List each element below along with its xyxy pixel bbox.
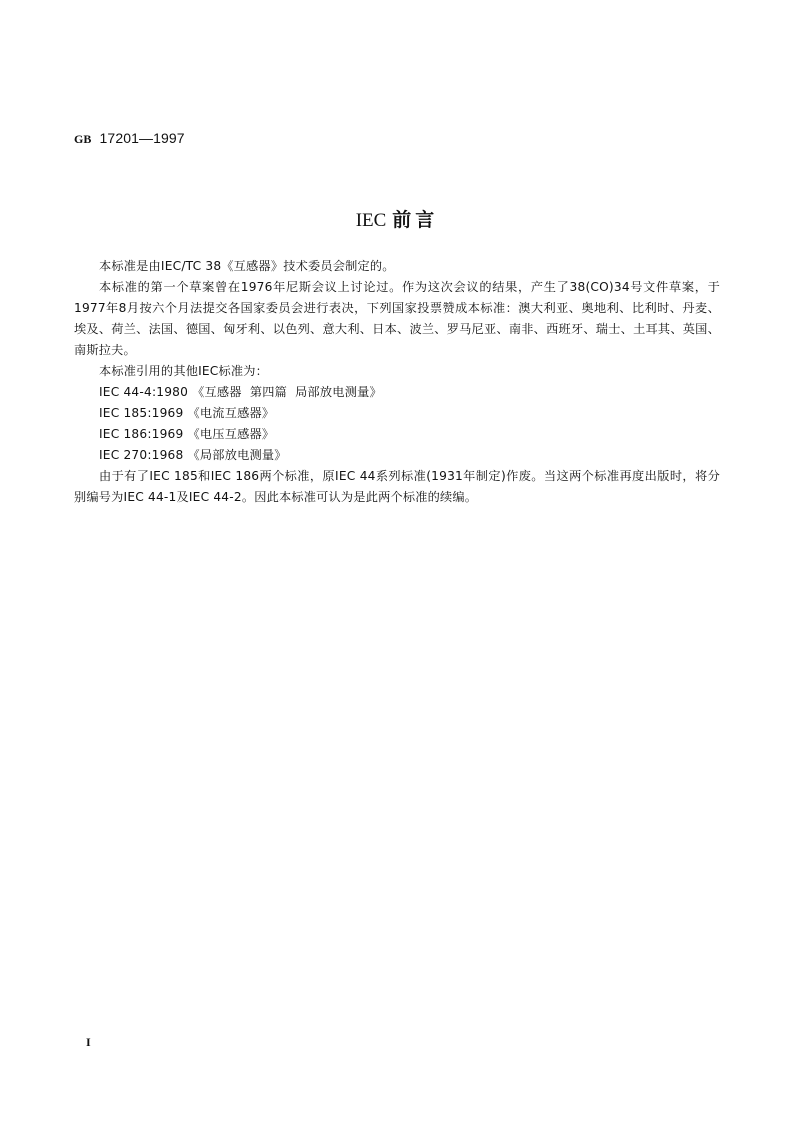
paragraph-voting: 本标准的第一个草案曾在1976年尼斯会议上讨论过。作为这次会议的结果，产生了38(CO)34号文件草案，于1977年8月按六个月法提交各国家委员会进行表决，下列国家投票赞成本标准：澳大利亚、奥地利、比利时、丹麦、埃及、荷兰、法国、德国、匈牙利、以色列、意大利、日本、波兰、罗马尼亚、南非、西班牙、瑞士、土耳其、英国、南斯拉夫。 <box>74 280 720 357</box>
paragraph-committee: 本标准是由IEC/TC 38《互感器》技术委员会制定的。 <box>99 259 395 273</box>
foreword-body <box>74 256 720 508</box>
page-number: I <box>86 1035 91 1049</box>
title-word: 前言 <box>392 209 439 231</box>
title-org: IEC <box>355 210 387 231</box>
standard-code <box>74 130 185 147</box>
reference-item: IEC 185:1969 《电流互感器》 <box>99 406 275 420</box>
standard-prefix: GB <box>74 132 92 146</box>
page-title <box>0 208 794 233</box>
reference-item: IEC 186:1969 《电压互感器》 <box>99 427 275 441</box>
reference-item: IEC 270:1968 《局部放电测量》 <box>99 448 287 462</box>
reference-item: IEC 44-4:1980 《互感器 第四篇 局部放电测量》 <box>99 385 382 399</box>
paragraph-closing: 由于有了IEC 185和IEC 186两个标准，原IEC 44系列标准(1931年制定)作废。当这两个标准再度出版时，将分别编号为IEC 44-1及IEC 44-2。因此本标准可认为是此两个标准的续编。 <box>74 469 720 504</box>
paragraph-references-intro: 本标准引用的其他IEC标准为： <box>99 364 269 378</box>
standard-number: 17201—1997 <box>99 130 185 146</box>
